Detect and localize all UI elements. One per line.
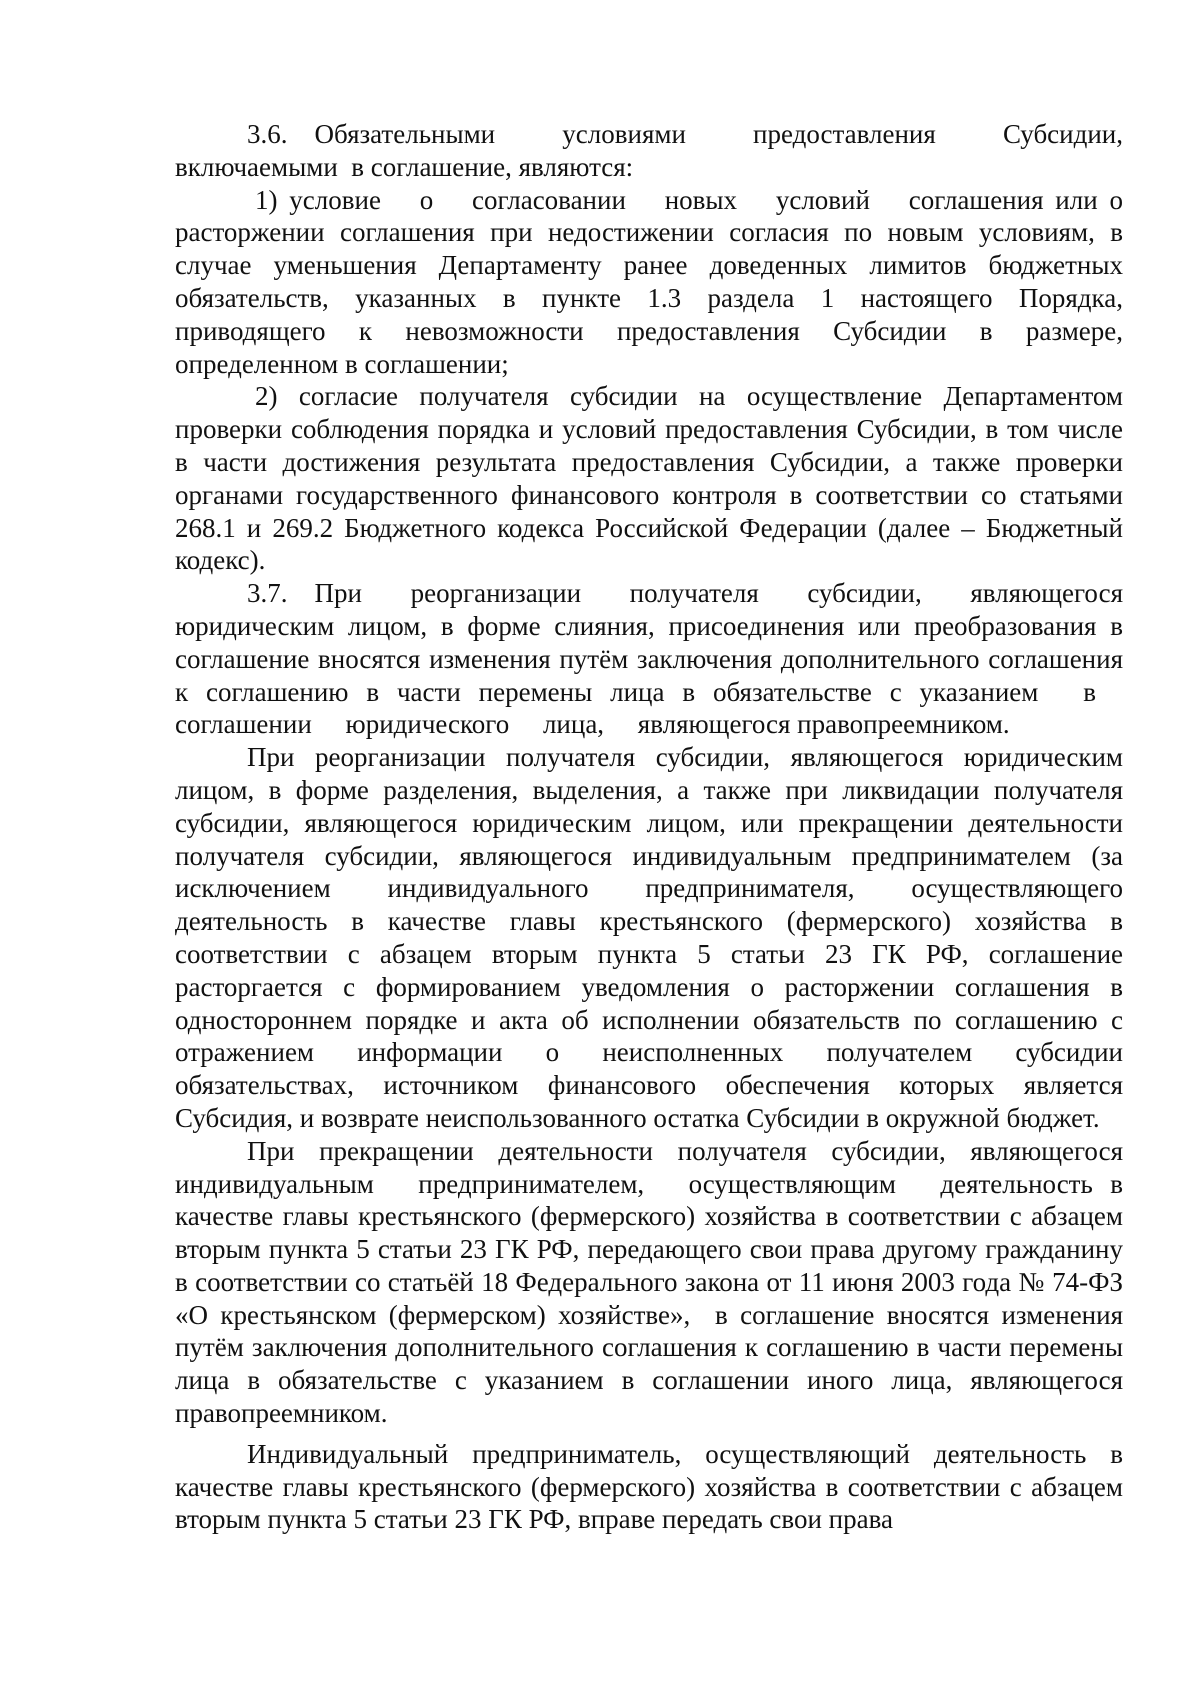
paragraph-3-7-entrepreneur: Индивидуальный предприниматель, осуществляющий деятельность в качестве главы крестьянского (фермерского) хозяйства в соответствии с абзацем вторым пункта 5 статьи 23 ГК РФ, вправе передать свои права	[175, 1438, 1123, 1535]
document-body	[175, 118, 1123, 1536]
paragraph-3-7: 3.7. При реорганизации получателя субсидии, являющегося юридическим лицом, в форме слияния, присоединения или преобразования в соглашение вносятся изменения путём заключения дополнительного соглашения к соглашению в части перемены лица в обязательстве с указанием в соглашении юридического лица, являющегося правопреемником.	[175, 578, 1123, 740]
paragraph-3-6: 3.6. Обязательными условиями предоставления Субсидии, включаемыми в соглашение, являются:	[175, 119, 1123, 182]
paragraph-3-7-reorganization: При реорганизации получателя субсидии, являющегося юридическим лицом, в форме разделения, выделения, а также при ликвидации получателя субсидии, являющегося юридическим лицом, или прекращении деятельности получателя субсидии, являющегося индивидуальным предпринимателем (за исключением индивидуального предпринимателя, осуществляющего деятельность в качестве главы крестьянского (фермерского) хозяйства в соответствии с абзацем вторым пункта 5 статьи 23 ГК РФ, соглашение расторгается с формированием уведомления о расторжении соглашения в одностороннем порядке и акта об исполнении обязательств по соглашению с отражением информации о неисполненных получателем субсидии обязательствах, источником финансового обеспечения которых является Субсидия, и возврате неиспользованного остатка Субсидии в окружной бюджет.	[175, 742, 1123, 1133]
paragraph-3-7-termination: При прекращении деятельности получателя субсидии, являющегося индивидуальным предпринимателем, осуществляющим деятельность в качестве главы крестьянского (фермерского) хозяйства в соответствии с абзацем вторым пункта 5 статьи 23 ГК РФ, передающего свои права другому гражданину в соответствии со статьёй 18 Федерального закона от 11 июня 2003 года № 74-ФЗ «О крестьянском (фермерском) хозяйстве», в соглашение вносятся изменения путём заключения дополнительного соглашения к соглашению в части перемены лица в обязательстве с указанием в соглашении иного лица, являющегося правопреемником.	[175, 1135, 1123, 1429]
paragraph-3-6-item-1: 1) условие о согласовании новых условий соглашения или о расторжении соглашения при недостижении согласия по новым условиям, в случае уменьшения Департаменту ранее доведенных лимитов бюджетных обязательств, указанных в пункте 1.3 раздела 1 настоящего Порядка, приводящего к невозможности предоставления Субсидии в размере, определенном в соглашении;	[175, 184, 1123, 379]
paragraph-3-6-item-2: 2) согласие получателя субсидии на осуществление Департаментом проверки соблюдения порядка и условий предоставления Субсидии, в том числе в части достижения результата предоставления Субсидии, а также проверки органами государственного финансового контроля в соответствии со статьями 268.1 и 269.2 Бюджетного кодекса Российской Федерации (далее – Бюджетный кодекс).	[175, 381, 1123, 576]
